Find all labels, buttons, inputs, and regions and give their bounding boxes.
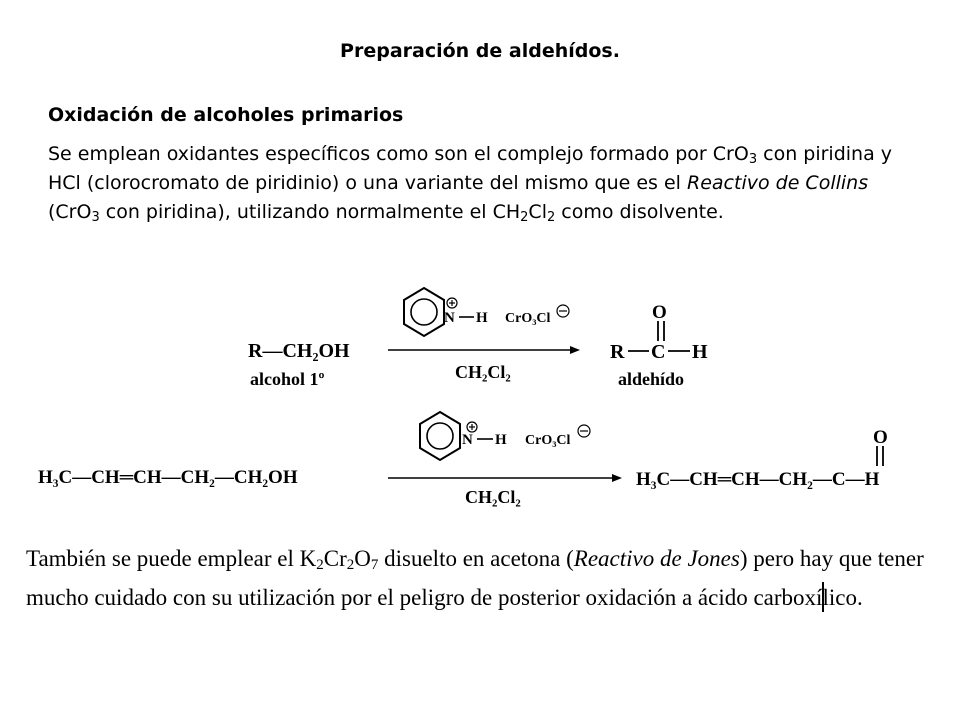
jones-reagent: Reactivo de Jones — [573, 546, 740, 571]
intro-sub-1: 3 — [748, 152, 758, 167]
jones-text-3: O — [354, 546, 371, 571]
jones-sub-1: 2 — [316, 557, 324, 573]
hydrogen-atom: H — [476, 310, 488, 326]
jones-text-1: También se puede emplear el K — [26, 546, 317, 571]
nitrogen-atom: N — [444, 310, 455, 326]
chlorochromate-label: CrO₃Cl — [505, 311, 551, 326]
intro-text-cl: Cl — [528, 201, 547, 223]
intro-sub-3: 2 — [520, 210, 529, 225]
intro-text-1: Se emplean oxidantes específicos como son el complejo formado por CrO — [48, 143, 749, 165]
intro-sub-4: 2 — [546, 210, 556, 225]
solvent-label-2: CH₂Cl₂ — [465, 487, 521, 507]
reactant-primary-alcohol: R—CH₂OH — [248, 340, 350, 362]
chlorochromate-label: CrO₃Cl — [525, 433, 571, 448]
intro-text-5: como disolvente. — [555, 201, 724, 223]
product-label: aldehído — [618, 369, 685, 389]
intro-text-2: con piridina y HCl (clorocromato de piridinio) o una variante del mismo que es el — [48, 143, 893, 194]
intro-sub-2: 3 — [91, 210, 100, 225]
intro-text-4: con piridina), utilizando normalmente el CH — [99, 201, 521, 223]
jones-sub-3: 7 — [370, 557, 379, 573]
aldehyde-hydrogen: H — [692, 341, 708, 363]
jones-paragraph — [26, 539, 946, 617]
jones-sub-2: 2 — [346, 557, 355, 573]
reaction-1 — [248, 288, 708, 389]
intro-text-3: (CrO — [48, 201, 92, 223]
pyridinium-ring-2 — [420, 412, 460, 460]
pyridinium-ring-1 — [404, 288, 444, 336]
jones-text-2: Cr — [323, 546, 347, 571]
jones-text-4: disuelto en acetona ( — [378, 546, 574, 571]
solvent-label-1: CH₂Cl₂ — [455, 362, 511, 382]
hydrogen-atom: H — [495, 432, 507, 448]
reactant-label: alcohol 1º — [250, 369, 325, 389]
section-heading: Oxidación de alcoholes primarios — [48, 104, 404, 126]
collins-reagent: Reactivo de Collins — [687, 172, 869, 194]
jones-text-5: ) pero hay que tener mucho cuidado con su utilización por el peligro de posterior oxidación a ácido carboxí — [26, 546, 924, 610]
product-unsaturated-aldehyde: H₃C—CH═CH—CH₂—C—H — [636, 469, 880, 490]
reaction-2 — [38, 412, 888, 507]
jones-text-6: lico. — [822, 585, 863, 610]
oxygen-atom: O — [873, 427, 888, 448]
reactant-unsaturated-alcohol: H₃C—CH═CH—CH₂—CH₂OH — [38, 467, 298, 488]
oxygen-atom: O — [652, 302, 667, 323]
page-title: Preparación de aldehídos. — [340, 40, 620, 62]
carbonyl-carbon: C — [651, 341, 666, 363]
r-group: R — [610, 341, 625, 363]
nitrogen-atom: N — [462, 432, 473, 448]
